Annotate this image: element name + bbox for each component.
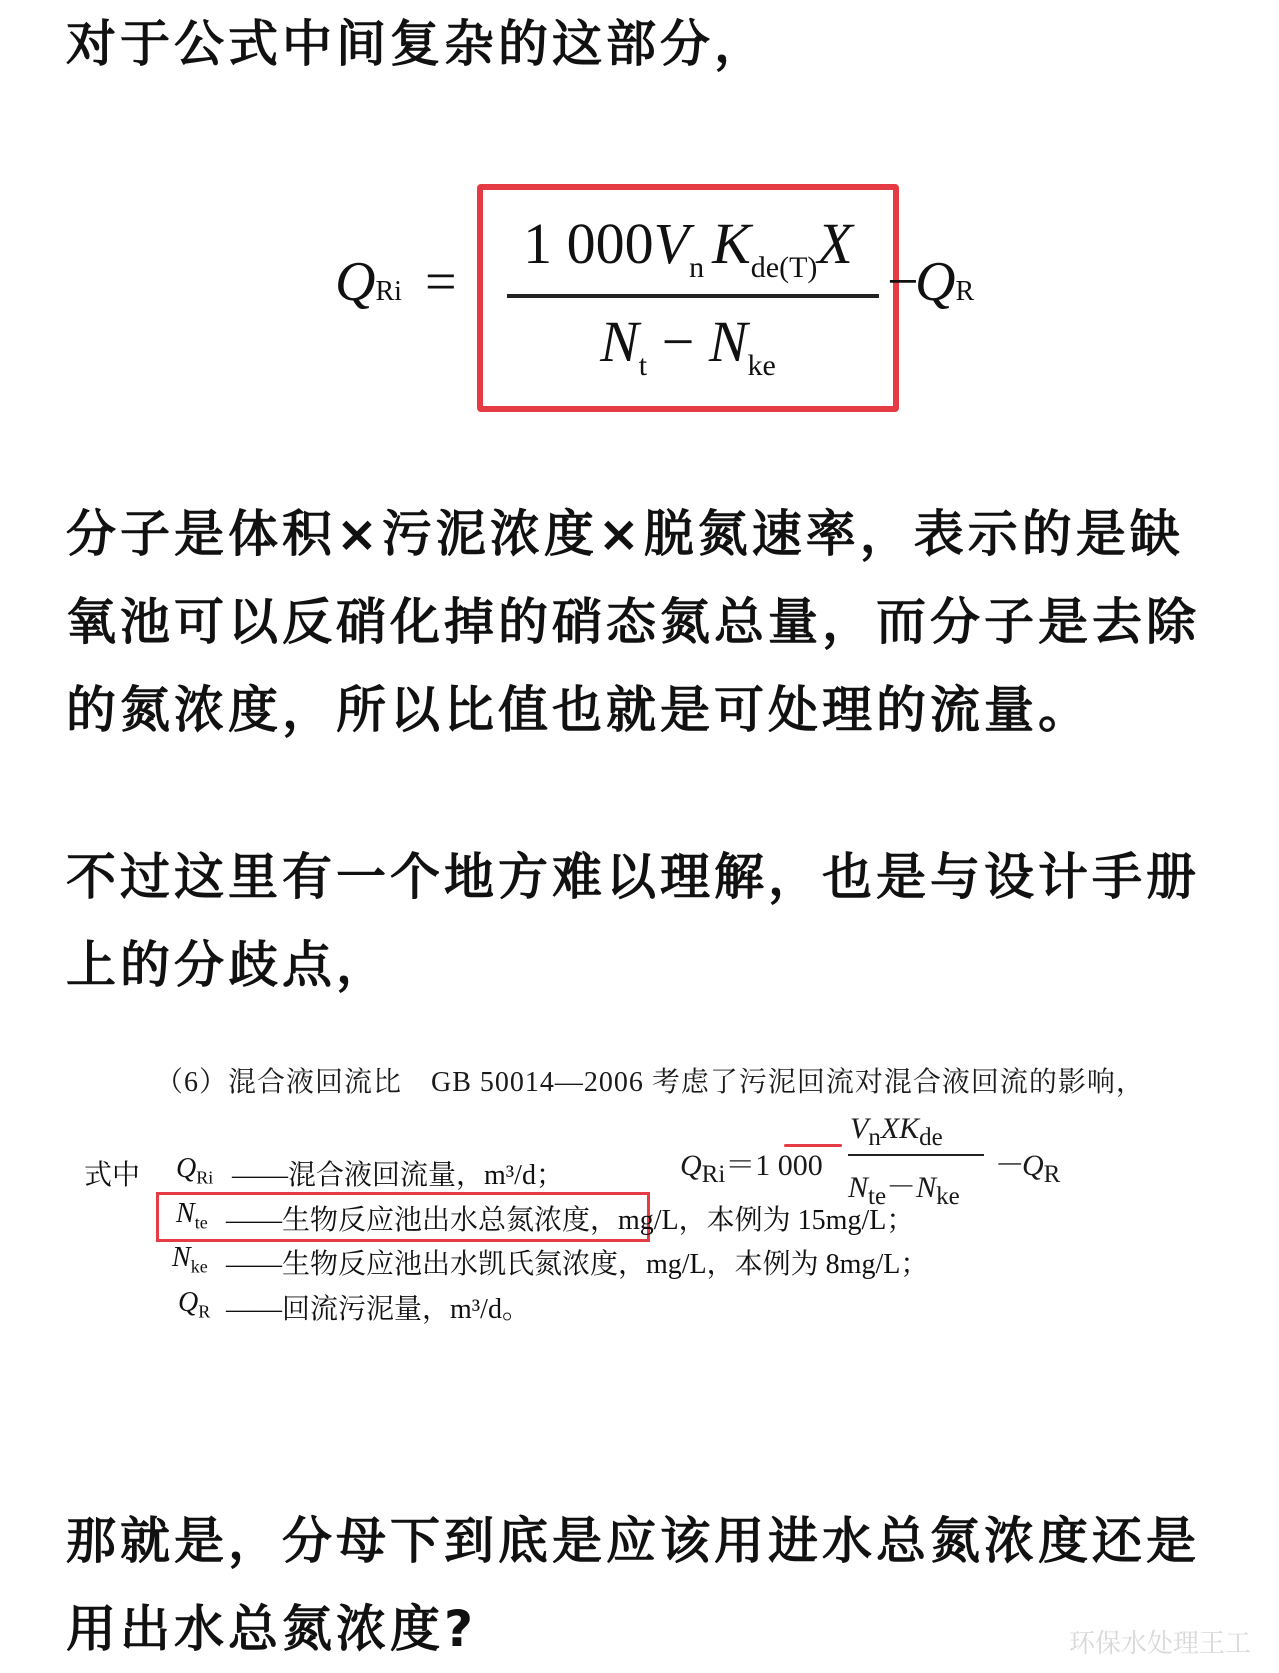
excerpt-formula-numerator: $V_nXK_{de}$ bbox=[850, 1112, 943, 1151]
formula-lhs: QRi bbox=[335, 251, 402, 313]
def-symbol-qri: $Q_{Ri}$ bbox=[176, 1153, 214, 1188]
watermark: 环保水处理王工 bbox=[1068, 1629, 1251, 1659]
formula-numerator: 1 $000V_n$ $K_{de(T)}X$ bbox=[523, 211, 853, 284]
explanation-paragraph: 分子是体积×污泥浓度×脱氮速率，表示的是缺氧池可以反硝化掉的硝态氮总量，而分子是去除的氮浓度，所以比值也就是可处理的流量。 bbox=[66, 505, 1200, 739]
question-paragraph: 不过这里有一个地方难以理解，也是与设计手册上的分歧点， bbox=[66, 848, 1200, 994]
def-text-qri: ——混合液回流量，m³/d； bbox=[232, 1160, 564, 1191]
closing-paragraph: 那就是，分母下到底是应该用进水总氮浓度还是用出水总氮浓度? bbox=[66, 1512, 1200, 1658]
def-symbol-qr: $Q_R$ bbox=[178, 1287, 211, 1322]
formula-equals: = bbox=[425, 251, 457, 313]
excerpt-formula-rhs: $-Q_R$ bbox=[992, 1149, 1061, 1188]
formula-rhs: QR bbox=[915, 251, 975, 313]
def-symbol-nke: $N_{ke}$ bbox=[172, 1242, 208, 1277]
formula-denominator: $N_t - N_{ke}$ bbox=[600, 309, 776, 382]
fraction-bar bbox=[507, 294, 879, 298]
intro-paragraph: 对于公式中间复杂的这部分， bbox=[66, 15, 768, 73]
excerpt-formula bbox=[680, 1112, 1080, 1210]
formula-rhs-minus: − bbox=[887, 251, 919, 313]
excerpt-formula-denominator: $N_{te}-N_{ke}$ bbox=[848, 1171, 960, 1210]
excerpt-fraction-bar bbox=[848, 1154, 984, 1156]
denominator-underline bbox=[784, 1144, 842, 1147]
def-text-qr: ——回流污泥量，m³/d。 bbox=[226, 1294, 530, 1325]
formula-highlight-box bbox=[477, 184, 899, 412]
def-text-nte: ——生物反应池出水总氮浓度，mg/L，本例为 15mg/L； bbox=[226, 1205, 915, 1236]
def-symbol-nte: $N_{te}$ bbox=[176, 1198, 208, 1233]
excerpt-heading: （6）混合液回流比 GB 50014—2006 考虑了污泥回流对混合液回流的影响， bbox=[155, 1067, 1145, 1098]
excerpt-formula-lhs: $Q_{Ri}=1$ 000 bbox=[680, 1149, 823, 1188]
where-label: 式中 bbox=[84, 1160, 141, 1191]
highlighted-formula bbox=[335, 180, 1015, 410]
def-text-nke: ——生物反应池出水凯氏氮浓度，mg/L，本例为 8mg/L； bbox=[226, 1249, 929, 1280]
